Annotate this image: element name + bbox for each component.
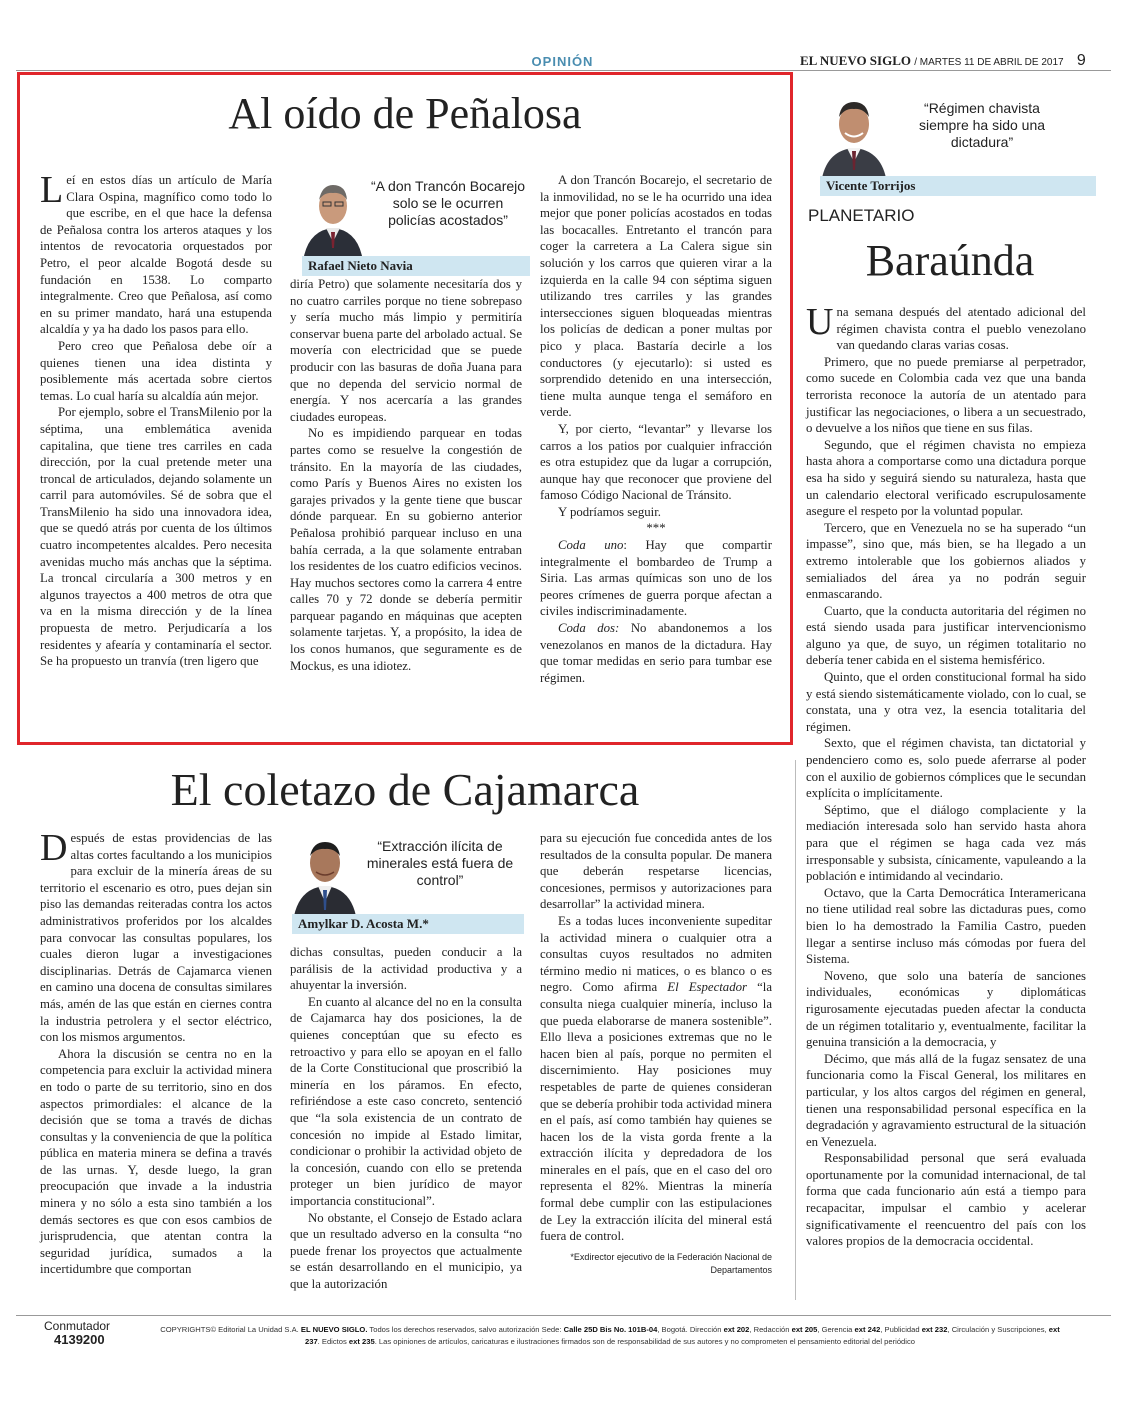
page-number: 9	[1076, 52, 1086, 69]
switchboard-label: Conmutador	[44, 1319, 111, 1333]
switchboard-number: 4139200	[54, 1332, 105, 1347]
switchboard	[44, 1320, 110, 1346]
article3-paragraph: Cuarto, que la conducta autoritaria del régimen no está siendo usada para justificar intervencionismo alguno ya que, de suyo, un régimen totalitario no debería tener cabida en el sistema hemisférico.	[806, 603, 1086, 668]
article2-paragraph: Después de estas providencias de las altas cortes facultando a los municipios para excluir de la minería áreas de su territorio el escenario es otro, pues dejan sin piso las demandas reiteradas contra los actos administrativos proferidos por los alcaldes para convocar las consultas populares, los cuales dieron lugar a investigaciones disciplinarias. Detrás de Cajamarca vienen en camino una docena de consultas similares más, amén de las que están en ciernes contra la industria petrolera y el sector eléctrico, con los mismos argumentos.	[40, 827, 272, 1045]
article3-paragraph: Responsabilidad personal que será evaluada oportunamente por la comunidad internacional, de tal forma que cada funcionario aún está a tiempo para recapacitar, impulsar el cambio y acelerar significativamente el reencuentro del país con los valores propios de la democracia occidental.	[806, 1151, 1086, 1249]
article3-byline: Vicente Torrijos	[820, 176, 1096, 196]
article2-title: El coletazo de Cajamarca	[170, 764, 640, 815]
article3-paragraph: Tercero, que en Venezuela no se ha superado “un impasse”, sino que, más bien, se ha llegado a un extremo intolerable que los gobiernos aliados y semialiados del área ya no podrán seguir enmascarando.	[806, 520, 1086, 602]
article2-column-2	[290, 944, 522, 1292]
article2-paragraph: Es a todas luces inconveniente supeditar la actividad minera o cualquier otra a consultas cuyos resultados no admiten término medio ni matices, o es blanco o es negro. Como afirma El Espectador “la consulta niega cualquier minería, incluso la que pueda elaborarse de manera sostenible”. Ello lleva a posiciones extremas que no le hacen bien al país, porque no permiten el discernimiento. Hay posiciones muy respetables de parte de quienes consideran que se debería prohibir toda actividad minera en el país, así como también hay quienes se hacen los de la vista gorda frente a la extracción ilícita y depredadora de los minerales en el país, que en el caso del oro representa el 82%. Mientras la minería formal debe cumplir con las estipulaciones de Ley la extracción ilícita del mineral está fuera de control.	[540, 913, 772, 1244]
article2-byline: Amylkar D. Acosta M.*	[292, 914, 524, 934]
article1-paragraph: No es impidiendo parquear en todas partes como se resuelve la congestión de tránsito. En la mayoría de las ciudades, como París y Buenos Aires no existen los garajes privados y la gente tiene que buscar dónde parquear. En su gobierno anterior Peñalosa prohibió parquear incluso en una bahía cerrada, a la que solamente entraban los residentes de los cuatro edificios vecinos. Hay muchos sectores como la carrera 4 entre calles 70 y 72 donde se debería permitir parquear pagando en máquinas que acepten solamente tarjetas. Y, a propósito, la idea de los conos humanos, que seguramente es de Mockus, es una idiotez.	[290, 426, 522, 673]
article2-paragraph: para su ejecución fue concedida antes de los resultados de la consulta popular. De manera que deberán respetarse licencias, concesiones, permisos y autorizaciones para desarrollar” la actividad minera.	[540, 831, 772, 912]
article1-column-1	[40, 169, 272, 670]
article3-paragraph: Décimo, que más allá de la fugaz sensatez de una funcionaria como la Fiscal General, los militares en particular, y los altos cargos del régimen en general, tienen una responsabilidad personal específica en la degradación y agravamiento estructural de la situación en Venezuela.	[806, 1051, 1086, 1149]
author-photo	[302, 172, 364, 256]
article3-paragraph: Una semana después del atentado adicional del régimen chavista contra el pueblo venezolano van quedando claras varias cosas.	[806, 301, 1086, 353]
dropcap: U	[806, 301, 834, 343]
article2-column-3	[540, 830, 772, 1277]
article3-paragraph: Primero, que no puede premiarse al perpetrador, como sucede en Colombia cada vez que una banda terrorista reconoce la autoría de un atentado para justificar las negociaciones, o libera a un secuestrado, o devuelve a los niños que tiene en sus filas.	[806, 354, 1086, 436]
article3-column	[806, 301, 1086, 1250]
paper-name: EL NUEVO SIGLO	[800, 53, 911, 68]
article1-paragraph: Por ejemplo, sobre el TransMilenio por la séptima, una emblemática avenida capitalina, que tiene tres carriles en cada dirección, por la cual pretende meter una troncal de articulados, dejando solamente un carril para automóviles. Sé de sobra que el TransMilenio ha sido una innovadora idea, que se quedó atrás por cuenta de los últimos cuatro incompetentes alcaldes. Pero necesita avenidas mucho más anchas que la séptima. La troncal circularía a 300 metros y en algunos trayectos a 400 metros de otra que va en la misma dirección y de la línea propuesta de metro. Perjudicaría a los residentes y afearía y contaminaría el sector. Se ha propuesto un tranvía (tren ligero que	[40, 405, 272, 669]
column-divider	[795, 760, 796, 1300]
article1-coda-2: Coda dos: No abandonemos a los venezolanos en manos de la dictadura. Hay que tomar medidas en serio para tumbar ese régimen.	[540, 621, 772, 685]
article3-paragraph: Séptimo, que el diálogo complaciente y la mediación interesada solo han servido hasta ahora para que el régimen se haga cada vez más irresponsable y subsista, cínicamente, vapuleando a la población e intimidando al vecindario.	[806, 802, 1086, 884]
article2-pullquote-box	[292, 830, 524, 932]
article2-paragraph: En cuanto al alcance del no en la consulta de Cajamarca hay dos posiciones, la de quienes conceptúan que su efecto es retroactivo y para ello se apoyan en el fallo de la Corte Constitucional que proscribió la minería en los páramos. En efecto, refiriéndose a este caso concreto, sentenció que “la sola existencia de un contrato de concesión no impide al Estado limitar, condicionar o prohibir la actividad objeto de la concesión, cuando con ello se pretenda proteger un bien jurídico de mayor importancia constitucional”.	[290, 994, 522, 1208]
article1-paragraph: Y podríamos seguir.	[558, 504, 661, 519]
author-photo	[820, 90, 888, 178]
article1-column-3	[540, 172, 772, 686]
article2-footnote: *Exdirector ejecutivo de la Federación Nacional de Departamentos	[570, 1251, 772, 1275]
dropcap: L	[40, 169, 64, 211]
article1-paragraph: Pero creo que Peñalosa debe oír a quienes tienen una idea distinta y posiblemente más acertada sobre ciertos temas. Lo cual haría su alcaldía aún mejor.	[40, 338, 272, 403]
article3-paragraph: Octavo, que la Carta Democrática Interamericana no tiene utilidad real sobre las dictaduras pues, como bien lo ha demostrado la Familia Castro, pueden llegar a sentirse incluso más cómodas por fuera del Sistema.	[806, 885, 1086, 967]
section-label: OPINIÓN	[531, 54, 594, 69]
article1-quote: “A don Trancón Bocarejo solo se le ocurren policías acostados”	[370, 178, 526, 228]
article3-title: Baraúnda	[865, 236, 1035, 285]
article1-paragraph: Y, por cierto, “levantar” y llevarse los carros a los patios por cualquier infracción es otra estupidez que da lugar a corrupción, aunque hay que reconocer que proviene del famoso Código Nacional de Tránsito.	[540, 421, 772, 503]
article1-paragraph: A don Trancón Bocarejo, el secretario de la inmovilidad, no se le ha ocurrido una idea mejor que poner policías acostados en todas las bocacalles. Entretanto el trancón para coger la carretera a La Calera sigue sin solución y los carros que quieren virar a la izquierda en la calle 94 con séptima siguen utilizando tres carriles y las grandes intersecciones siguen bloqueadas mientras los policías de dedican a poner multas por pico y placa. Bastaría decirle a los conductores (y ejecutarlo): si usted es sorprendido detenido en una intersección, tiene multa aunque tenga el semáforo en verde.	[540, 173, 772, 420]
article1-coda-1: Coda uno: Hay que compartir integralmente el bombardeo de Trump a Siria. Las armas químicas son uno de los peores crímenes de guerra porque afectan a civiles indiscriminadamente.	[540, 538, 772, 619]
article3-paragraph: Noveno, que solo una batería de sanciones individuales, económicas y diplomáticas rigurosamente ejecutadas pueden afectar la conducta de un régimen totalitario y, eventualmente, facilitar la genuina transición a la democracia, y	[806, 968, 1086, 1050]
article2-paragraph: dichas consultas, pueden conducir a la parálisis de la actividad productiva y a ahuyentar la inversión.	[290, 945, 522, 993]
article1-paragraph: diría Petro) que solamente necesitaría dos y no cuatro carriles porque no tiene sobrepaso y sería mucho más limpio y permitiría conservar buena parte del arbolado actual. Se movería con electricidad que se puede producir con las basuras de doña Juana para que no dependa del servicio normal de energía. Y nos acercaría a las grandes ciudades europeas.	[290, 277, 523, 424]
article2-quote: “Extracción ilícita de minerales está fuera de control”	[366, 838, 514, 888]
issue-date: / MARTES 11 DE ABRIL DE 2017	[914, 57, 1064, 68]
author-photo	[294, 830, 356, 916]
article3-kicker: PLANETARIO	[808, 206, 915, 225]
header-rule	[16, 70, 1111, 71]
article1-title: Al oído de Peñalosa	[228, 89, 582, 138]
article1-paragraph: Leí en estos días un artículo de María Clara Ospina, magnífico como todo lo que escribe, en el que hace la defensa de Peñalosa contra los arteros ataques y los intentos de revocatoria orquestados por Petro, el peor alcalde Bogotá desde su fundación en 1538. Lo comparto integralmente. Creo que Peñalosa, así como en su primer mandato, hará una estupenda alcaldía y ya ha dado los pasos para ello.	[40, 169, 272, 337]
article3-pullquote-box	[808, 90, 1100, 198]
article1-pullquote-box	[302, 172, 530, 272]
article2-paragraph: Ahora la discusión se centra no en la competencia para excluir la actividad minera en todo o parte de su territorio, sino en dos aspectos primordiales: el alcance de la decisión que se toma a través de dichas consultas y la conveniencia de que la política pública en materia minera se defina a través de las urnas. Y, desde luego, la gran preocupación que invade a la industria minera y no sólo a esta sino también a los demás sectores es que con esos cambios de jurisprudencia, que atentan contra la seguridad jurídica, sumados a la incertidumbre que comportan	[40, 1046, 272, 1277]
dropcap: D	[40, 827, 68, 869]
article1-byline: Rafael Nieto Navia	[302, 256, 530, 276]
article2-column-1	[40, 827, 272, 1278]
masthead	[800, 52, 1100, 70]
article3-paragraph: Quinto, que el orden constitucional formal ha sido y está siendo sistemáticamente violado, con lo cual, se constata, una y otra vez, la esencia totalitaria del régimen.	[806, 670, 1086, 734]
copyright-notice: COPYRIGHTS© Editorial La Unidad S.A. EL NUEVO SIGLO. Todos los derechos reservados, salvo autorización Sede: Calle 25D Bis No. 101B-04, Bogotá. Dirección ext 202, Redacción ext 205, Gerencia ext 242, Publicidad ext 232, Circulación y Suscripciones, ext 237. Edictos ext 235. Las opiniones de artículos, caricaturas e ilustraciones firmados son de responsabilidad de sus autores y no comprometen el pensamiento editorial del periódico	[160, 1325, 1060, 1346]
separator: ***	[646, 521, 666, 536]
article2-paragraph: No obstante, el Consejo de Estado aclara que un resultado adverso en la consulta “no puede frenar los proyectos que actualmente se están desarrollando en el municipio, ya que la autorización	[290, 1210, 522, 1291]
article3-paragraph: Segundo, que el régimen chavista no empieza hasta ahora a comportarse como una dictadura porque esa ha sido y seguirá siendo su naturaleza, hasta que un calendario electoral verificado escrupulosamente asegure el respeto por la voluntad popular.	[806, 437, 1086, 519]
article1-column-2	[290, 276, 522, 674]
article3-paragraph: Sexto, que el régimen chavista, tan dictatorial y pendenciero como es, solo puede aferrarse al poder con el auxilio de gobiernos cómplices que le secundan explícita o implícitamente.	[806, 736, 1086, 801]
article3-quote: “Régimen chavista siempre ha sido una dictadura”	[918, 100, 1046, 150]
footer-rule	[16, 1315, 1111, 1316]
